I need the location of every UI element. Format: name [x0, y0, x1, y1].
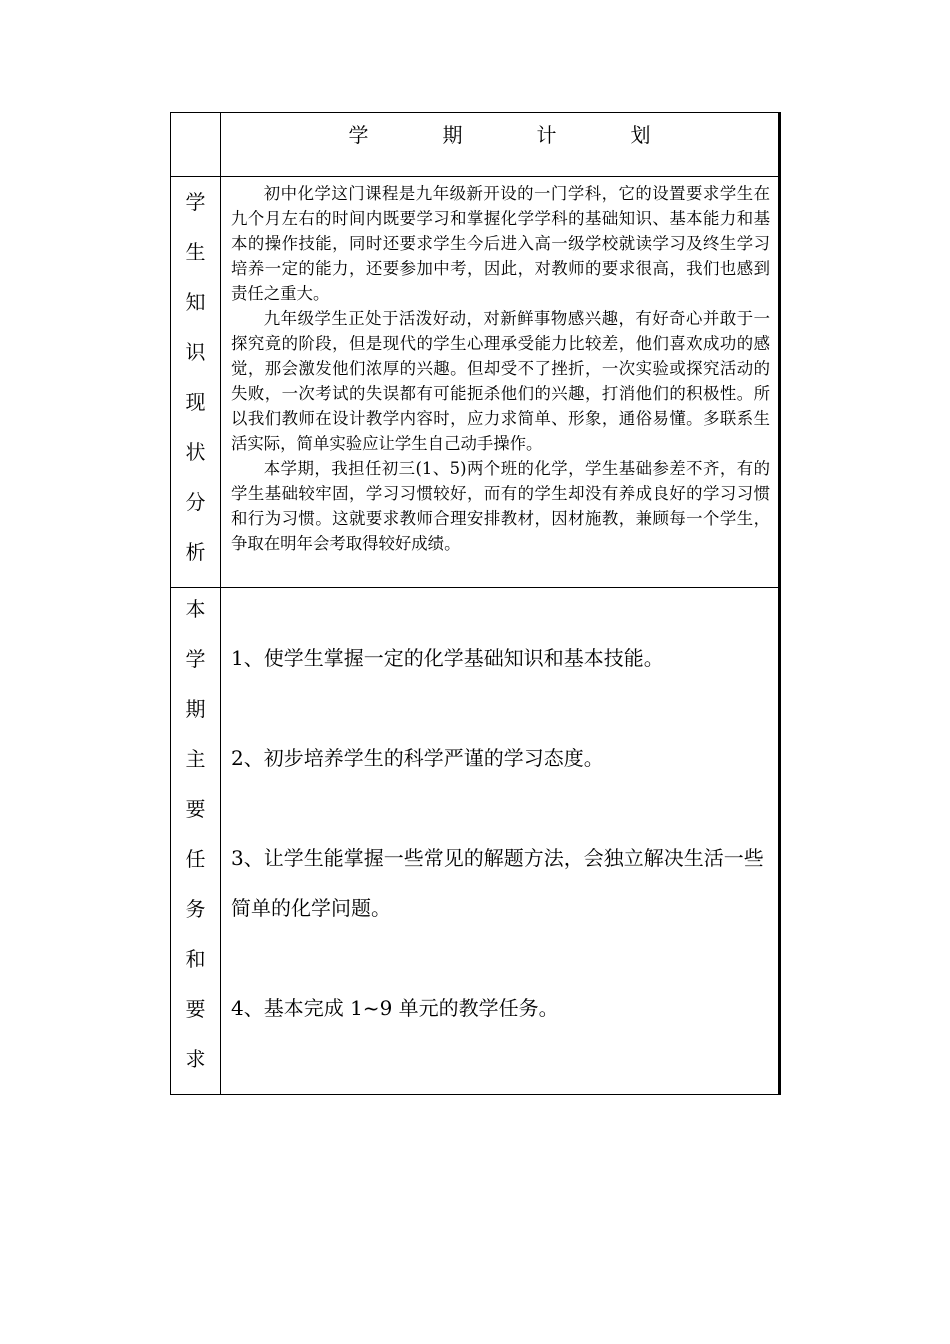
label-char: 主 — [185, 747, 206, 771]
label-char: 析 — [185, 540, 206, 564]
label-char: 学 — [185, 647, 206, 671]
semester-plan-table — [170, 112, 781, 1095]
label-char: 现 — [185, 390, 206, 414]
analysis-paragraph: 本学期，我担任初三(1、5)两个班的化学，学生基础参差不齐，有的学生基础较牢固，学习习惯较好，而有的学生却没有养成良好的学习习惯和行为习惯。这就要求教师合理安排教材，因材施教，兼顾每一个学生，争取在明年会考取得较好成绩。 — [231, 459, 770, 553]
label-char: 分 — [185, 490, 206, 514]
title-label-cell — [171, 113, 221, 177]
task-item: 4、基本完成 1~9 单元的教学任务。 — [231, 996, 559, 1020]
label-char: 和 — [185, 947, 206, 971]
label-char: 要 — [185, 997, 206, 1021]
page-title: 学 期 计 划 — [221, 113, 780, 177]
label-char: 要 — [185, 797, 206, 821]
analysis-paragraph: 九年级学生正处于活泼好动，对新鲜事物感兴趣，有好奇心并敢于一探究竟的阶段，但是现代的学生心理承受能力比较差，他们喜欢成功的感觉，那会激发他们浓厚的兴趣。但却受不了挫折，一次实验或探究活动的失败，一次考试的失误都有可能扼杀他们的兴趣，打消他们的积极性。所以我们教师在设计教学内容时，应力求简单、形象，通俗易懂。多联系生活实际，简单实验应让学生自己动手操作。 — [231, 309, 770, 453]
task-item: 3、让学生能掌握一些常见的解题方法，会独立解决生活一些简单的化学问题。 — [231, 846, 764, 920]
label-char: 期 — [185, 697, 206, 721]
label-char: 知 — [185, 290, 206, 314]
label-char: 任 — [185, 847, 206, 871]
label-char: 生 — [185, 240, 206, 264]
analysis-label — [171, 177, 221, 588]
tasks-label — [171, 588, 221, 1095]
analysis-row — [171, 177, 780, 588]
label-char: 本 — [185, 597, 206, 621]
label-char: 务 — [185, 897, 206, 921]
tasks-row — [171, 588, 780, 1095]
analysis-paragraph: 初中化学这门课程是九年级新开设的一门学科，它的设置要求学生在九个月左右的时间内既要学习和掌握化学学科的基础知识、基本能力和基本的操作技能，同时还要求学生今后进入高一级学校就读学习及终生学习培养一定的能力，还要参加中考，因此，对教师的要求很高，我们也感到责任之重大。 — [231, 184, 770, 303]
task-item: 2、初步培养学生的科学严谨的学习态度。 — [231, 746, 604, 770]
label-char: 求 — [185, 1047, 206, 1071]
tasks-content — [221, 588, 780, 1095]
analysis-content — [221, 177, 780, 588]
label-char: 识 — [185, 340, 206, 364]
label-char: 状 — [185, 440, 206, 464]
task-item: 1、使学生掌握一定的化学基础知识和基本技能。 — [231, 646, 664, 670]
title-row — [171, 113, 780, 177]
label-char: 学 — [185, 190, 206, 214]
